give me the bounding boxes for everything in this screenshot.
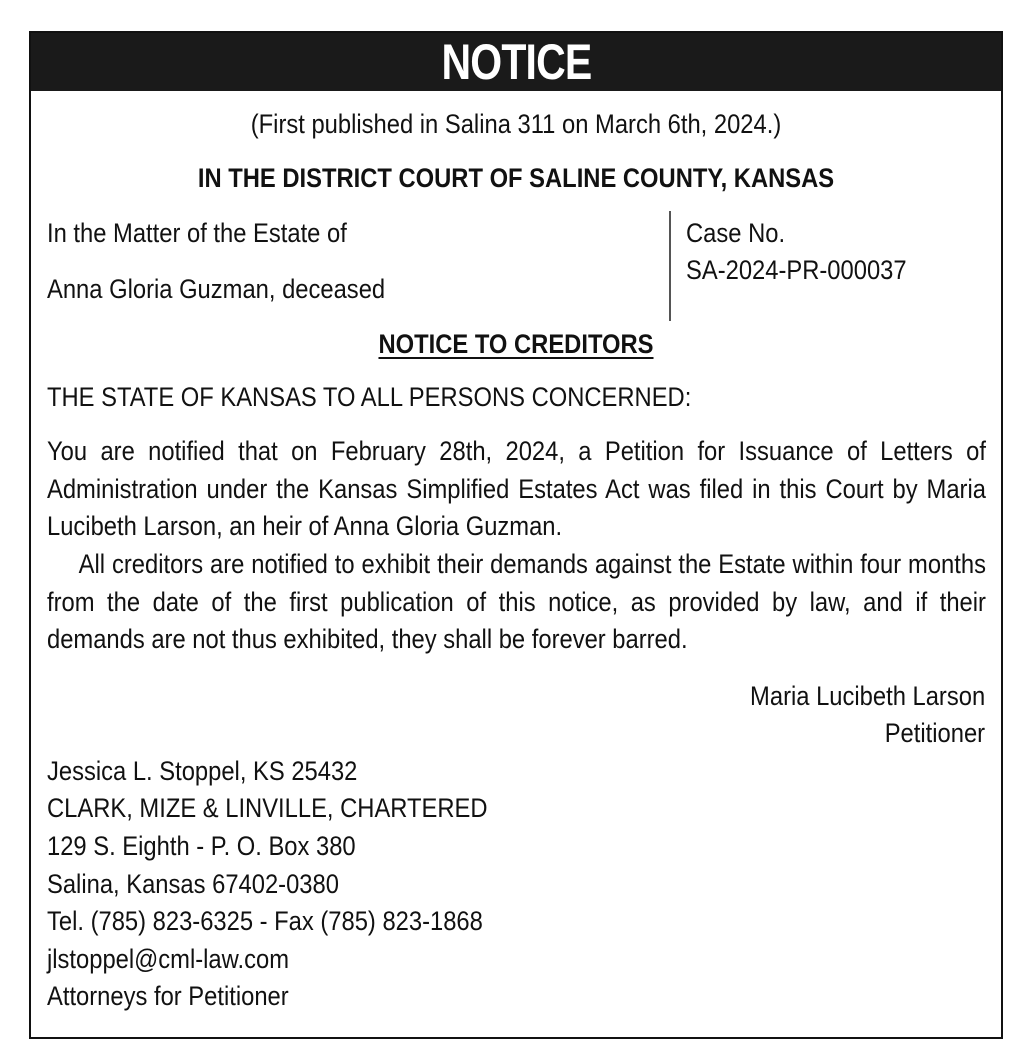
notice-subtitle: NOTICE TO CREDITORS <box>378 329 654 359</box>
caption-divider <box>669 211 671 321</box>
matter-line-1: In the Matter of the Estate of <box>47 218 347 248</box>
signer-role: Petitioner <box>884 718 985 748</box>
address-line: THE STATE OF KANSAS TO ALL PERSONS CONCERNED: <box>47 382 692 412</box>
matter-line-2: Anna Gloria Guzman, deceased <box>47 274 386 304</box>
notice-title: NOTICE <box>441 34 591 90</box>
notice-box <box>29 31 1003 1039</box>
attorney-phone: Tel. (785) 823-6325 - Fax (785) 823-1868 <box>47 906 483 936</box>
attorney-city: Salina, Kansas 67402-0380 <box>47 869 339 899</box>
attorney-email[interactable]: jlstoppel@cml-law.com <box>47 944 289 974</box>
paragraph-2: All creditors are notified to exhibit their demands against the Estate within four months from the date of the first publication of this notice, as provided by law, and if their demands are not thus exhibited, they shall be forever barred. <box>47 549 986 654</box>
notice-header <box>31 33 1001 91</box>
publication-note: (First published in Salina 311 on March 6th, 2024.) <box>250 109 782 139</box>
signer-name: Maria Lucibeth Larson <box>749 681 985 711</box>
court-heading: IN THE DISTRICT COURT OF SALINE COUNTY, KANSAS <box>197 163 835 193</box>
attorney-role: Attorneys for Petitioner <box>47 981 289 1011</box>
case-label: Case No. <box>686 218 786 248</box>
paragraph-1: You are notified that on February 28th, 2024, a Petition for Issuance of Letters of Administration under the Kansas Simplified Estates Act was filed in this Court by Maria Lucibeth Larson, an heir of Anna Gloria Guzman. <box>47 436 986 541</box>
case-number: SA-2024-PR-000037 <box>686 255 907 285</box>
attorney-firm: CLARK, MIZE & LINVILLE, CHARTERED <box>47 793 488 823</box>
attorney-address: 129 S. Eighth - P. O. Box 380 <box>47 831 356 861</box>
attorney-name: Jessica L. Stoppel, KS 25432 <box>47 756 358 786</box>
